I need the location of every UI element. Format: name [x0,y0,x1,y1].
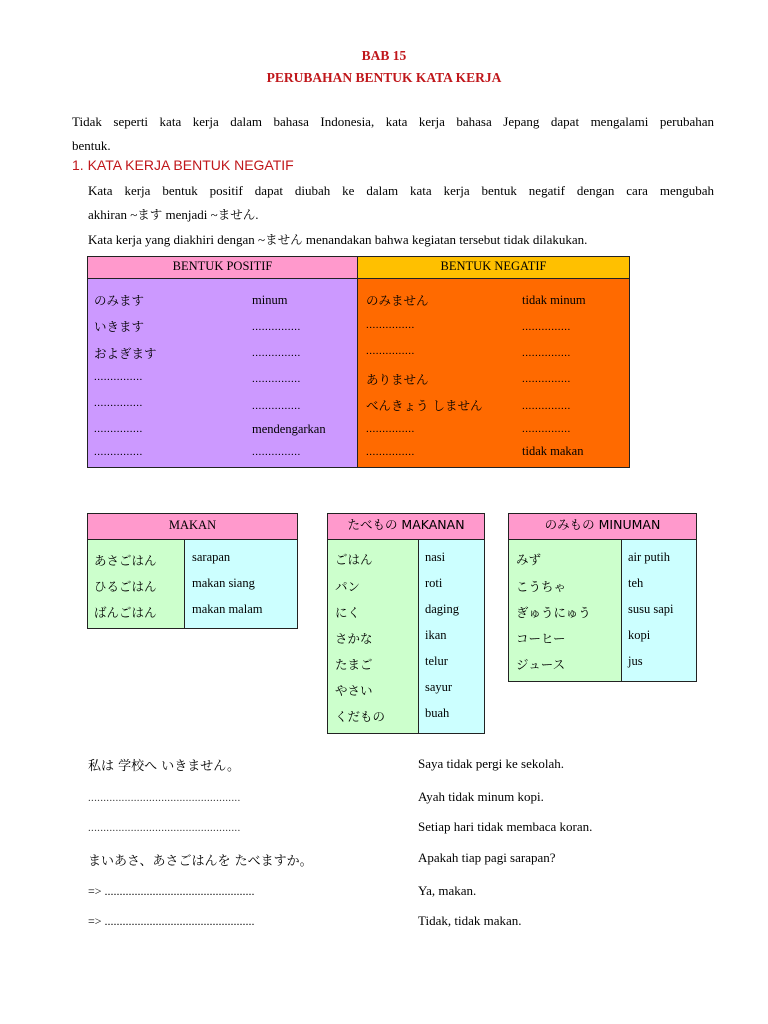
vocab-header [328,514,484,540]
positive-id-cell: ............... [252,373,301,385]
vocab-jp: ぎゅうにゅう [516,605,591,620]
positive-jp-cell: ............... [94,446,143,458]
negative-jp-cell: のみません [366,293,429,308]
exercise-right: Ya, makan. [418,883,477,898]
vocab-header [509,514,696,540]
text-span: . [255,207,259,222]
vocab-jp: やさい [335,683,373,698]
vocab-jp: ジュース [516,657,566,672]
conjugation-table [87,256,630,468]
negative-id-cell: ............... [522,347,571,359]
vocab-id: makan siang [192,576,255,590]
exercise-right: Ayah tidak minum kopi. [418,789,544,804]
negative-id-cell: tidak minum [522,293,586,307]
vocab-jp: さかな [335,631,373,646]
vocab-jp: たまご [335,657,373,672]
vocab-id: air putih [628,550,671,564]
negative-id-cell: tidak makan [522,444,584,458]
negative-jp-cell: ............... [366,423,415,435]
vocab-id: teh [628,576,644,590]
negative-column [358,257,629,467]
section-paragraph-1: Kata kerja bentuk positif dapat diubah ke dalam kata kerja bentuk negatif dengan cara mengubah [88,183,714,198]
positive-jp-cell: いきます [94,319,145,334]
vocab-jp: ひるごはん [94,579,157,594]
negative-id-cell: ............... [522,400,571,412]
exercise-left: 私は 学校へ いきません。 [88,759,241,774]
vocab-id: daging [425,602,460,616]
text-span: Kata kerja yang diakhiri dengan ~ [88,232,266,247]
positive-id-cell: ............... [252,347,301,359]
negative-header: BENTUK NEGATIF [358,257,629,279]
vocab-jp: こうちゃ [516,579,567,594]
text-span: akhiran ~ [88,207,138,222]
positive-id-cell: mendengarkan [252,422,326,436]
text-span: menandakan bahwa kegiatan tersebut tidak dilakukan. [302,232,588,247]
vocab-id: makan malam [192,602,263,616]
vocab-jp: ばんごはん [94,605,157,620]
vocab-id: telur [425,654,448,668]
vocab-table-nomimono [508,513,697,682]
vocab-jp: パン [335,579,361,594]
negative-jp-cell: ............... [366,345,415,357]
exercise-left: まいあさ、あさごはんを たべますか。 [88,854,313,869]
section-paragraph-2 [88,227,587,252]
vocab-id: nasi [425,550,446,564]
jp-ending-masen: ません [265,232,303,247]
page-title: PERUBAHAN BENTUK KATA KERJA [266,70,502,85]
vocab-jp: ごはん [335,552,373,567]
jp-ending-masen: ません [217,207,256,222]
intro-line-2: bentuk. [72,138,111,153]
vocab-header: MAKAN [88,514,297,540]
section-paragraph-1-line-2 [88,202,258,227]
vocab-jp: コーヒー [516,631,566,646]
negative-jp-cell: ............... [366,446,415,458]
positive-jp-cell: ............... [94,397,143,409]
exercise-right: Setiap hari tidak membaca koran. [418,819,593,834]
negative-id-cell: ............... [522,321,571,333]
positive-jp-cell: のみます [94,293,145,308]
exercise-right: Apakah tiap pagi sarapan? [418,850,556,865]
vocab-id: sayur [425,680,453,694]
exercise-left: => .................................................. [88,884,255,898]
jp-ending-masu: ます [137,207,163,222]
positive-id-cell: minum [252,293,288,307]
positive-id-cell: ............... [252,400,301,412]
exercise-left: .................................................. [88,792,241,804]
section-heading: 1. KATA KERJA BENTUK NEGATIF [72,157,294,173]
vocab-id: jus [628,654,643,668]
positive-id-cell: ............... [252,321,301,333]
vocab-jp: にく [335,605,361,620]
vocab-id: sarapan [192,550,231,564]
vocab-header-text: たべもの MAKANAN [347,517,465,532]
vocab-jp: くだもの [335,709,386,724]
vocab-jp: みず [516,552,542,567]
vocab-header-text: のみもの MINUMAN [544,517,661,532]
negative-jp-cell: ............... [366,319,415,331]
negative-jp-cell: ありません [366,372,429,387]
vocab-id: ikan [425,628,447,642]
exercise-right: Saya tidak pergi ke sekolah. [418,756,564,771]
vocab-id: susu sapi [628,602,674,616]
exercise-right: Tidak, tidak makan. [418,913,522,928]
text-span: menjadi ~ [162,207,218,222]
vocab-id: kopi [628,628,651,642]
positive-column [88,257,358,467]
positive-jp-cell: ............... [94,371,143,383]
exercise-left: .................................................. [88,822,241,834]
exercise-left: => .................................................. [88,914,255,928]
vocab-table-makan [87,513,298,629]
negative-id-cell: ............... [522,423,571,435]
negative-jp-cell: べんきょう しません [366,398,483,413]
vocab-jp: あさごはん [94,553,157,568]
positive-jp-cell: ............... [94,423,143,435]
positive-jp-cell: およぎます [94,346,157,361]
intro-line-1: Tidak seperti kata kerja dalam bahasa Indonesia, kata kerja bahasa Jepang dapat mengalami perubahan [72,114,714,129]
chapter-label: BAB 15 [361,48,407,63]
vocab-id: buah [425,706,450,720]
positive-id-cell: ............... [252,446,301,458]
positive-header: BENTUK POSITIF [88,257,358,279]
vocab-table-tabemono [327,513,485,734]
negative-id-cell: ............... [522,373,571,385]
vocab-id: roti [425,576,443,590]
